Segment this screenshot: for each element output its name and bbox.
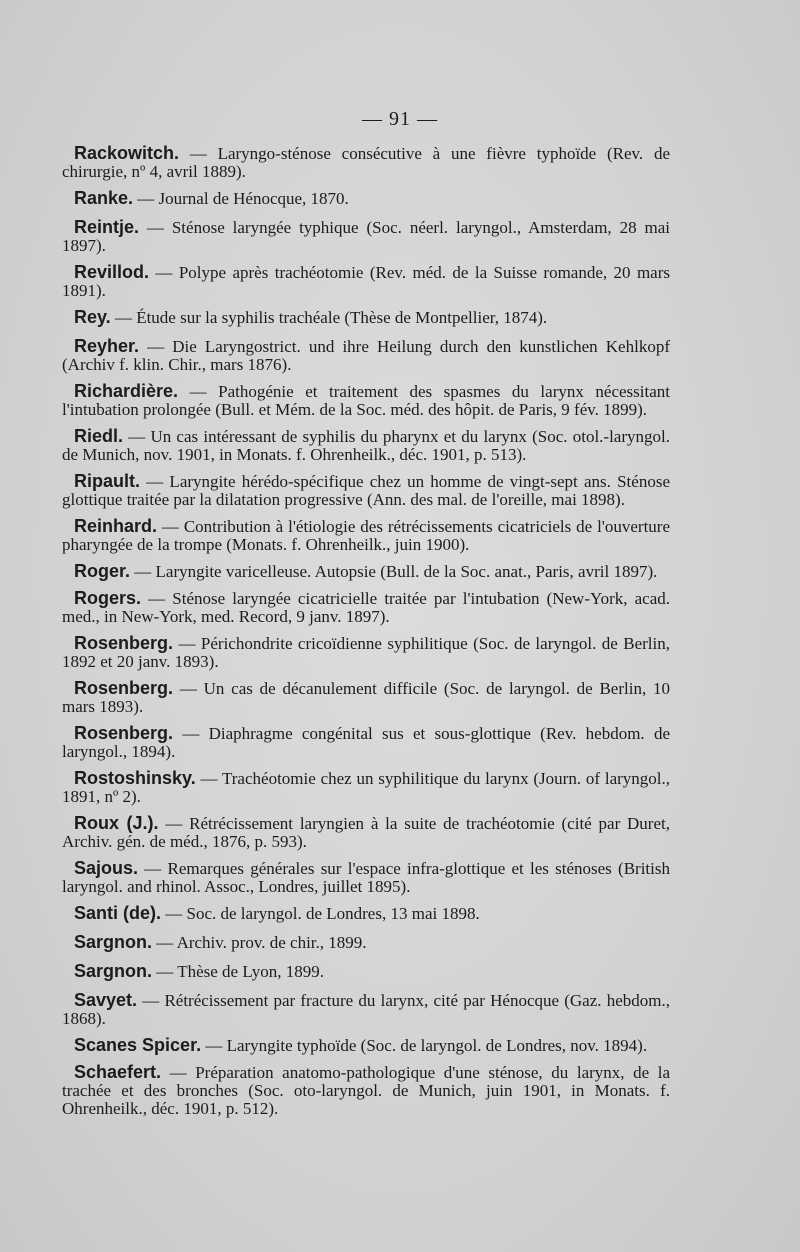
bibliography-entry xyxy=(62,1036,670,1055)
entry-text: — Rétrécissement laryngien à la suite de trachéotomie (cité par Duret, Archiv. gén. de méd., 1876, p. 593). xyxy=(62,814,670,851)
author-name: Rosenberg. xyxy=(74,678,174,698)
author-name: Reyher. xyxy=(74,336,140,356)
entry-text: — Journal de Hénocque, 1870. xyxy=(133,189,349,208)
entry-text: — Préparation anatomo-pathologique d'une sténose, du larynx, de la trachée et des bronches (Soc. oto-laryngol. de Munich, juin 1901, in Monats. f. Ohrenheilk., déc. 1901, p. 512). xyxy=(62,1063,670,1118)
entry-text: — Contribution à l'étiologie des rétrécissements cicatriciels de l'ouverture pharyngée de la trompe (Monats. f. Ohrenheilk., juin 1900). xyxy=(62,517,670,554)
bibliography-list xyxy=(62,144,670,1126)
bibliography-entry xyxy=(62,472,670,509)
author-name: Roger. xyxy=(74,561,131,581)
author-name: Ripault. xyxy=(74,471,140,491)
author-name: Rosenberg. xyxy=(74,633,174,653)
author-name: Rosenberg. xyxy=(74,723,174,743)
bibliography-entry xyxy=(62,962,670,981)
entry-text: — Archiv. prov. de chir., 1899. xyxy=(152,933,367,952)
bibliography-entry xyxy=(62,634,670,671)
entry-text: — Diaphragme congénital sus et sous-glottique (Rev. hebdom. de laryngol., 1894). xyxy=(62,724,670,761)
bibliography-entry xyxy=(62,814,670,851)
author-name: Santi (de). xyxy=(74,903,162,923)
entry-text: — Un cas intéressant de syphilis du pharynx et du larynx (Soc. otol.-laryngol. de Munich, nov. 1901, in Monats. f. Ohrenheilk., déc. 1901, p. 513). xyxy=(62,427,670,464)
author-name: Rostoshinsky. xyxy=(74,768,196,788)
bibliography-entry xyxy=(62,1063,670,1118)
entry-text: — Laryngite varicelleuse. Autopsie (Bull. de la Soc. anat., Paris, avril 1897). xyxy=(130,562,658,581)
bibliography-entry xyxy=(62,382,670,419)
author-name: Sargnon. xyxy=(74,932,153,952)
bibliography-entry xyxy=(62,904,670,923)
author-name: Rogers. xyxy=(74,588,142,608)
author-name: Rey. xyxy=(74,307,111,327)
author-name: Sajous. xyxy=(74,858,139,878)
bibliography-entry xyxy=(62,933,670,952)
entry-text: — Remarques générales sur l'espace infra-glottique et les sténoses (British laryngol. and rhinol. Assoc., Londres, juillet 1895). xyxy=(62,859,670,896)
entry-text: — Soc. de laryngol. de Londres, 13 mai 1898. xyxy=(161,904,480,923)
entry-text: — Pathogénie et traitement des spasmes du larynx nécessitant l'intubation prolongée (Bull. et Mém. de la Soc. méd. des hôpit. de Paris, 9 fév. 1899). xyxy=(62,382,670,419)
entry-text: — Laryngite hérédo-spécifique chez un homme de vingt-sept ans. Sténose glottique traitée par la dilatation progressive (Ann. des mal. de l'oreille, mai 1898). xyxy=(62,472,670,509)
bibliography-entry xyxy=(62,218,670,255)
author-name: Scanes Spicer. xyxy=(74,1035,202,1055)
bibliography-entry xyxy=(62,769,670,806)
bibliography-entry xyxy=(62,427,670,464)
bibliography-entry xyxy=(62,991,670,1028)
entry-text: — Sténose laryngée typhique (Soc. néerl. laryngol., Amsterdam, 28 mai 1897). xyxy=(62,218,670,255)
entry-text: — Sténose laryngée cicatricielle traitée par l'intubation (New-York, acad. med., in New-York, med. Record, 9 janv. 1897). xyxy=(62,589,670,626)
bibliography-entry xyxy=(62,724,670,761)
bibliography-entry xyxy=(62,517,670,554)
entry-text: — Trachéotomie chez un syphilitique du larynx (Journ. of laryngol., 1891, nº 2). xyxy=(62,769,670,806)
entry-text: — Étude sur la syphilis trachéale (Thèse de Montpellier, 1874). xyxy=(110,308,548,327)
page-number: — 91 — xyxy=(362,108,438,130)
bibliography-entry xyxy=(62,263,670,300)
bibliography-entry xyxy=(62,859,670,896)
author-name: Sargnon. xyxy=(74,961,153,981)
entry-text: — Périchondrite cricoïdienne syphilitique (Soc. de laryngol. de Berlin, 1892 et 20 janv. 1893). xyxy=(62,634,670,671)
author-name: Richardière. xyxy=(74,381,179,401)
entry-text: — Thèse de Lyon, 1899. xyxy=(152,962,325,981)
author-name: Schaefert. xyxy=(74,1062,162,1082)
entry-text: — Laryngite typhoïde (Soc. de laryngol. de Londres, nov. 1894). xyxy=(201,1036,648,1055)
author-name: Savyet. xyxy=(74,990,138,1010)
author-name: Roux (J.). xyxy=(74,813,159,833)
bibliography-entry xyxy=(62,189,670,208)
author-name: Rackowitch. xyxy=(74,143,180,163)
author-name: Reintje. xyxy=(74,217,140,237)
entry-text: — Die Laryngostrict. und ihre Heilung durch den kunstlichen Kehlkopf (Archiv f. klin. Chir., mars 1876). xyxy=(62,337,670,374)
author-name: Reinhard. xyxy=(74,516,158,536)
bibliography-entry xyxy=(62,562,670,581)
entry-text: — Laryngo-sténose consécutive à une fièvre typhoïde (Rev. de chirurgie, nº 4, avril 1889). xyxy=(62,144,670,181)
bibliography-entry xyxy=(62,589,670,626)
entry-text: — Polype après trachéotomie (Rev. méd. de la Suisse romande, 20 mars 1891). xyxy=(62,263,670,300)
entry-text: — Rétrécissement par fracture du larynx, cité par Hénocque (Gaz. hebdom., 1868). xyxy=(62,991,670,1028)
bibliography-entry xyxy=(62,679,670,716)
author-name: Riedl. xyxy=(74,426,124,446)
author-name: Revillod. xyxy=(74,262,150,282)
bibliography-entry xyxy=(62,308,670,327)
bibliography-entry xyxy=(62,144,670,181)
bibliography-entry xyxy=(62,337,670,374)
author-name: Ranke. xyxy=(74,188,134,208)
entry-text: — Un cas de décanulement difficile (Soc. de laryngol. de Berlin, 10 mars 1893). xyxy=(62,679,670,716)
